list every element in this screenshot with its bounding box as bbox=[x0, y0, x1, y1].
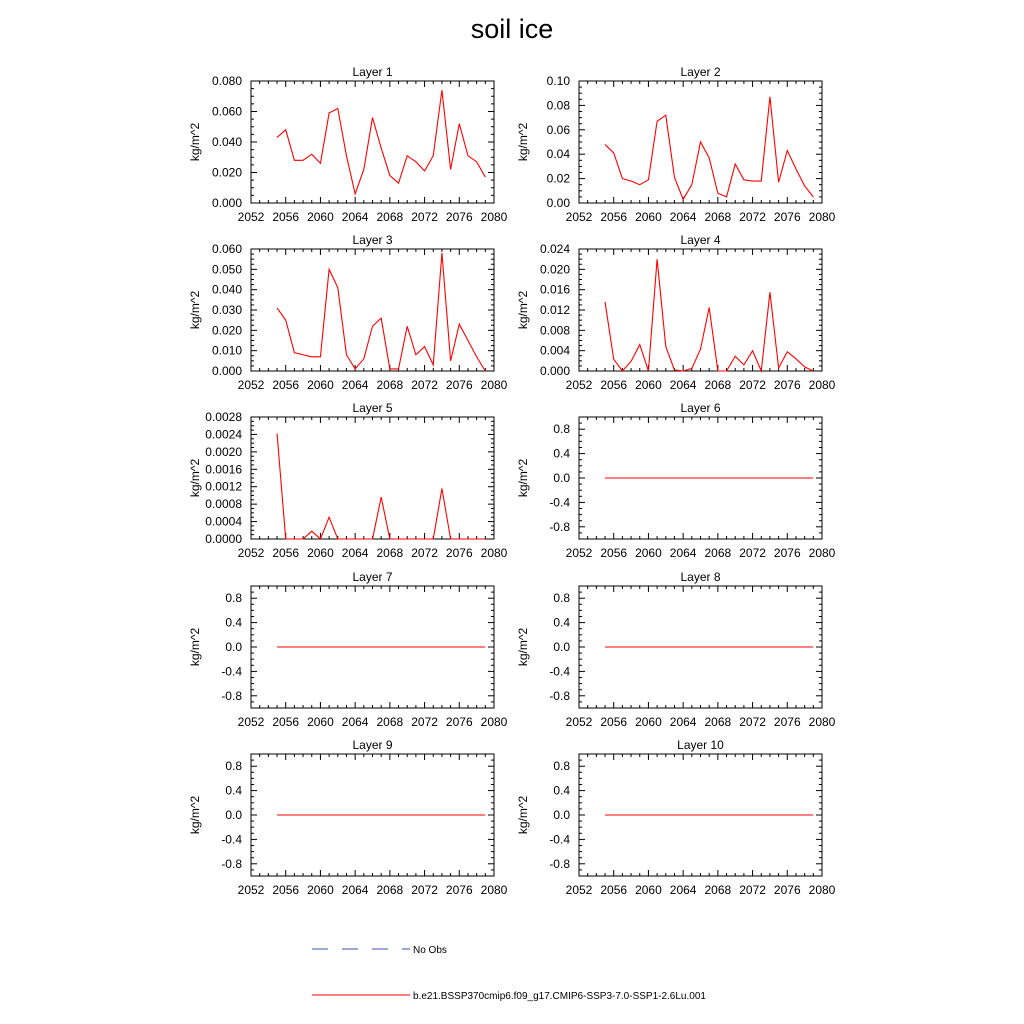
x-tick-label: 2064 bbox=[669, 378, 697, 392]
x-tick-label: 2080 bbox=[480, 883, 508, 897]
chart-panel bbox=[516, 401, 836, 560]
x-tick-label: 2072 bbox=[739, 378, 766, 392]
chart-panel bbox=[188, 401, 508, 560]
x-tick-label: 2060 bbox=[635, 546, 662, 560]
x-tick-label: 2060 bbox=[635, 715, 662, 729]
x-tick-label: 2068 bbox=[704, 546, 732, 560]
x-tick-label: 2052 bbox=[565, 378, 593, 392]
x-tick-label: 2076 bbox=[445, 210, 473, 224]
panel-title: Layer 9 bbox=[352, 738, 393, 752]
chart-panel bbox=[516, 65, 836, 224]
y-tick-label: 0.10 bbox=[546, 74, 570, 88]
x-tick-label: 2072 bbox=[411, 546, 438, 560]
y-tick-label: -0.8 bbox=[549, 856, 570, 871]
x-tick-label: 2052 bbox=[237, 883, 265, 897]
y-tick-label: 0.0004 bbox=[205, 514, 242, 529]
chart-panel bbox=[188, 65, 508, 224]
panel-title: Layer 3 bbox=[352, 233, 393, 247]
x-tick-label: 2052 bbox=[565, 883, 593, 897]
x-tick-label: 2080 bbox=[480, 715, 508, 729]
y-tick-label: 0.050 bbox=[211, 262, 242, 277]
y-tick-label: -0.4 bbox=[549, 664, 570, 679]
x-tick-label: 2072 bbox=[411, 883, 438, 897]
x-tick-label: 2064 bbox=[669, 715, 697, 729]
y-tick-label: 0.8 bbox=[225, 591, 242, 606]
x-tick-label: 2060 bbox=[635, 883, 662, 897]
x-tick-label: 2052 bbox=[565, 546, 593, 560]
chart-panel bbox=[516, 570, 836, 729]
x-tick-label: 2068 bbox=[376, 546, 404, 560]
x-tick-label: 2080 bbox=[480, 210, 508, 224]
x-tick-label: 2060 bbox=[307, 715, 334, 729]
y-tick-label: 0.000 bbox=[211, 196, 242, 210]
x-tick-label: 2052 bbox=[237, 210, 265, 224]
series-line bbox=[605, 259, 813, 371]
series-line bbox=[277, 253, 485, 371]
y-tick-label: 0.0000 bbox=[205, 532, 242, 546]
chart-panel bbox=[188, 738, 508, 897]
x-tick-label: 2068 bbox=[704, 715, 732, 729]
y-tick-label: 0.024 bbox=[539, 242, 570, 256]
x-tick-label: 2072 bbox=[411, 378, 438, 392]
y-tick-label: 0.08 bbox=[546, 98, 570, 113]
y-tick-label: 0.008 bbox=[539, 323, 570, 338]
y-tick-label: -0.4 bbox=[221, 832, 242, 847]
y-axis-label: kg/m^2 bbox=[516, 627, 530, 667]
x-tick-label: 2060 bbox=[307, 883, 334, 897]
x-tick-label: 2080 bbox=[808, 210, 836, 224]
x-tick-label: 2052 bbox=[237, 378, 265, 392]
x-tick-label: 2068 bbox=[704, 378, 732, 392]
x-tick-label: 2076 bbox=[445, 378, 473, 392]
y-tick-label: 0.080 bbox=[211, 74, 242, 88]
y-tick-label: 0.4 bbox=[553, 446, 570, 461]
x-tick-label: 2064 bbox=[341, 546, 369, 560]
y-tick-label: 0.010 bbox=[211, 343, 242, 358]
x-tick-label: 2060 bbox=[635, 378, 662, 392]
y-tick-label: 0.0024 bbox=[205, 427, 242, 442]
panel-title: Layer 10 bbox=[677, 738, 724, 752]
y-tick-label: 0.030 bbox=[211, 303, 242, 317]
x-tick-label: 2076 bbox=[773, 883, 801, 897]
x-tick-label: 2068 bbox=[376, 210, 404, 224]
x-tick-label: 2064 bbox=[669, 883, 697, 897]
x-tick-label: 2056 bbox=[600, 883, 628, 897]
x-tick-label: 2060 bbox=[307, 210, 334, 224]
x-tick-label: 2052 bbox=[565, 715, 593, 729]
chart-panel bbox=[188, 570, 508, 729]
y-axis-label: kg/m^2 bbox=[188, 290, 202, 330]
y-tick-label: -0.4 bbox=[549, 832, 570, 847]
x-tick-label: 2080 bbox=[480, 378, 508, 392]
y-tick-label: 0.0 bbox=[553, 808, 570, 822]
y-tick-label: 0.0016 bbox=[205, 462, 242, 477]
x-tick-label: 2052 bbox=[565, 210, 593, 224]
x-tick-label: 2076 bbox=[773, 715, 801, 729]
y-tick-label: -0.4 bbox=[221, 664, 242, 679]
legend bbox=[312, 945, 706, 1002]
y-tick-label: 0.0008 bbox=[205, 497, 242, 512]
y-axis-label: kg/m^2 bbox=[188, 627, 202, 667]
panel-title: Layer 6 bbox=[680, 401, 721, 415]
y-tick-label: -0.8 bbox=[549, 688, 570, 703]
y-axis-label: kg/m^2 bbox=[188, 122, 202, 162]
panel-title: Layer 1 bbox=[352, 65, 393, 79]
x-tick-label: 2072 bbox=[739, 715, 766, 729]
y-tick-label: 0.020 bbox=[539, 262, 570, 277]
y-tick-label: 0.040 bbox=[211, 282, 242, 297]
x-tick-label: 2056 bbox=[272, 378, 300, 392]
x-tick-label: 2076 bbox=[773, 546, 801, 560]
y-tick-label: -0.8 bbox=[221, 688, 242, 703]
x-tick-label: 2064 bbox=[341, 883, 369, 897]
y-tick-label: 0.0012 bbox=[205, 479, 242, 494]
x-tick-label: 2072 bbox=[411, 210, 438, 224]
x-tick-label: 2080 bbox=[808, 378, 836, 392]
x-tick-label: 2076 bbox=[773, 378, 801, 392]
y-tick-label: 0.8 bbox=[553, 591, 570, 606]
y-tick-label: 0.000 bbox=[539, 364, 570, 378]
y-tick-label: 0.000 bbox=[211, 364, 242, 378]
y-tick-label: 0.0020 bbox=[205, 444, 242, 459]
chart-panel bbox=[516, 233, 836, 392]
panel-title: Layer 4 bbox=[680, 233, 721, 247]
y-tick-label: 0.0 bbox=[225, 640, 242, 654]
legend-label: No Obs bbox=[413, 945, 447, 956]
x-tick-label: 2052 bbox=[237, 546, 265, 560]
y-tick-label: 0.060 bbox=[211, 242, 242, 256]
x-tick-label: 2068 bbox=[704, 883, 732, 897]
x-tick-label: 2064 bbox=[341, 715, 369, 729]
y-axis-label: kg/m^2 bbox=[516, 290, 530, 330]
y-axis-label: kg/m^2 bbox=[516, 122, 530, 162]
y-tick-label: 0.00 bbox=[546, 196, 570, 210]
x-tick-label: 2068 bbox=[704, 210, 732, 224]
x-tick-label: 2056 bbox=[272, 210, 300, 224]
y-tick-label: 0.4 bbox=[225, 783, 242, 798]
x-tick-label: 2064 bbox=[669, 546, 697, 560]
x-tick-label: 2056 bbox=[600, 378, 628, 392]
y-tick-label: 0.0028 bbox=[205, 410, 242, 424]
x-tick-label: 2080 bbox=[808, 715, 836, 729]
plot-frame bbox=[251, 249, 494, 371]
y-tick-label: 0.8 bbox=[225, 759, 242, 774]
y-tick-label: 0.0 bbox=[225, 808, 242, 822]
y-tick-label: -0.8 bbox=[549, 519, 570, 534]
plot-frame bbox=[251, 81, 494, 203]
x-tick-label: 2052 bbox=[237, 715, 265, 729]
x-tick-label: 2056 bbox=[600, 210, 628, 224]
y-tick-label: 0.8 bbox=[553, 422, 570, 437]
y-tick-label: -0.8 bbox=[221, 856, 242, 871]
y-axis-label: kg/m^2 bbox=[516, 458, 530, 498]
x-tick-label: 2072 bbox=[739, 210, 766, 224]
x-tick-label: 2080 bbox=[480, 546, 508, 560]
x-tick-label: 2076 bbox=[773, 210, 801, 224]
y-tick-label: -0.4 bbox=[549, 495, 570, 510]
x-tick-label: 2068 bbox=[376, 883, 404, 897]
x-tick-label: 2068 bbox=[376, 715, 404, 729]
x-tick-label: 2056 bbox=[272, 883, 300, 897]
x-tick-label: 2076 bbox=[445, 546, 473, 560]
x-tick-label: 2064 bbox=[669, 210, 697, 224]
y-tick-label: 0.4 bbox=[225, 615, 242, 630]
x-tick-label: 2076 bbox=[445, 715, 473, 729]
x-tick-label: 2060 bbox=[307, 546, 334, 560]
x-tick-label: 2060 bbox=[635, 210, 662, 224]
panel-title: Layer 5 bbox=[352, 401, 393, 415]
x-tick-label: 2072 bbox=[739, 883, 766, 897]
y-tick-label: 0.02 bbox=[546, 171, 570, 186]
panel-title: Layer 7 bbox=[352, 570, 393, 584]
y-tick-label: 0.04 bbox=[546, 147, 570, 162]
y-tick-label: 0.8 bbox=[553, 759, 570, 774]
plot-frame bbox=[251, 417, 494, 539]
x-tick-label: 2076 bbox=[445, 883, 473, 897]
y-tick-label: 0.4 bbox=[553, 783, 570, 798]
x-tick-label: 2060 bbox=[307, 378, 334, 392]
y-tick-label: 0.016 bbox=[539, 282, 570, 297]
panel-title: Layer 2 bbox=[680, 65, 721, 79]
x-tick-label: 2072 bbox=[411, 715, 438, 729]
y-tick-label: 0.0 bbox=[553, 471, 570, 485]
y-tick-label: 0.0 bbox=[553, 640, 570, 654]
x-tick-label: 2056 bbox=[272, 715, 300, 729]
chart-panel bbox=[188, 233, 508, 392]
series-line bbox=[277, 434, 485, 539]
x-tick-label: 2064 bbox=[341, 378, 369, 392]
y-axis-label: kg/m^2 bbox=[516, 795, 530, 835]
x-tick-label: 2064 bbox=[341, 210, 369, 224]
plot-frame bbox=[579, 249, 822, 371]
y-axis-label: kg/m^2 bbox=[188, 458, 202, 498]
series-line bbox=[277, 90, 485, 194]
y-tick-label: 0.4 bbox=[553, 615, 570, 630]
x-tick-label: 2080 bbox=[808, 546, 836, 560]
x-tick-label: 2080 bbox=[808, 883, 836, 897]
y-tick-label: 0.004 bbox=[539, 343, 570, 358]
series-line bbox=[605, 97, 813, 199]
y-tick-label: 0.06 bbox=[546, 122, 570, 137]
y-axis-label: kg/m^2 bbox=[188, 795, 202, 835]
x-tick-label: 2068 bbox=[376, 378, 404, 392]
y-tick-label: 0.012 bbox=[539, 303, 570, 317]
y-tick-label: 0.040 bbox=[211, 135, 242, 149]
x-tick-label: 2056 bbox=[600, 715, 628, 729]
panel-title: Layer 8 bbox=[680, 570, 721, 584]
x-tick-label: 2056 bbox=[272, 546, 300, 560]
figure-title: soil ice bbox=[470, 14, 554, 44]
y-tick-label: 0.060 bbox=[211, 104, 242, 119]
legend-label: b.e21.BSSP370cmip6.f09_g17.CMIP6-SSP3-7.0-SSP1-2.6Lu.001 bbox=[413, 991, 706, 1002]
x-tick-label: 2072 bbox=[739, 546, 766, 560]
x-tick-label: 2056 bbox=[600, 546, 628, 560]
y-tick-label: 0.020 bbox=[211, 323, 242, 338]
chart-panel bbox=[516, 738, 836, 897]
y-tick-label: 0.020 bbox=[211, 165, 242, 180]
